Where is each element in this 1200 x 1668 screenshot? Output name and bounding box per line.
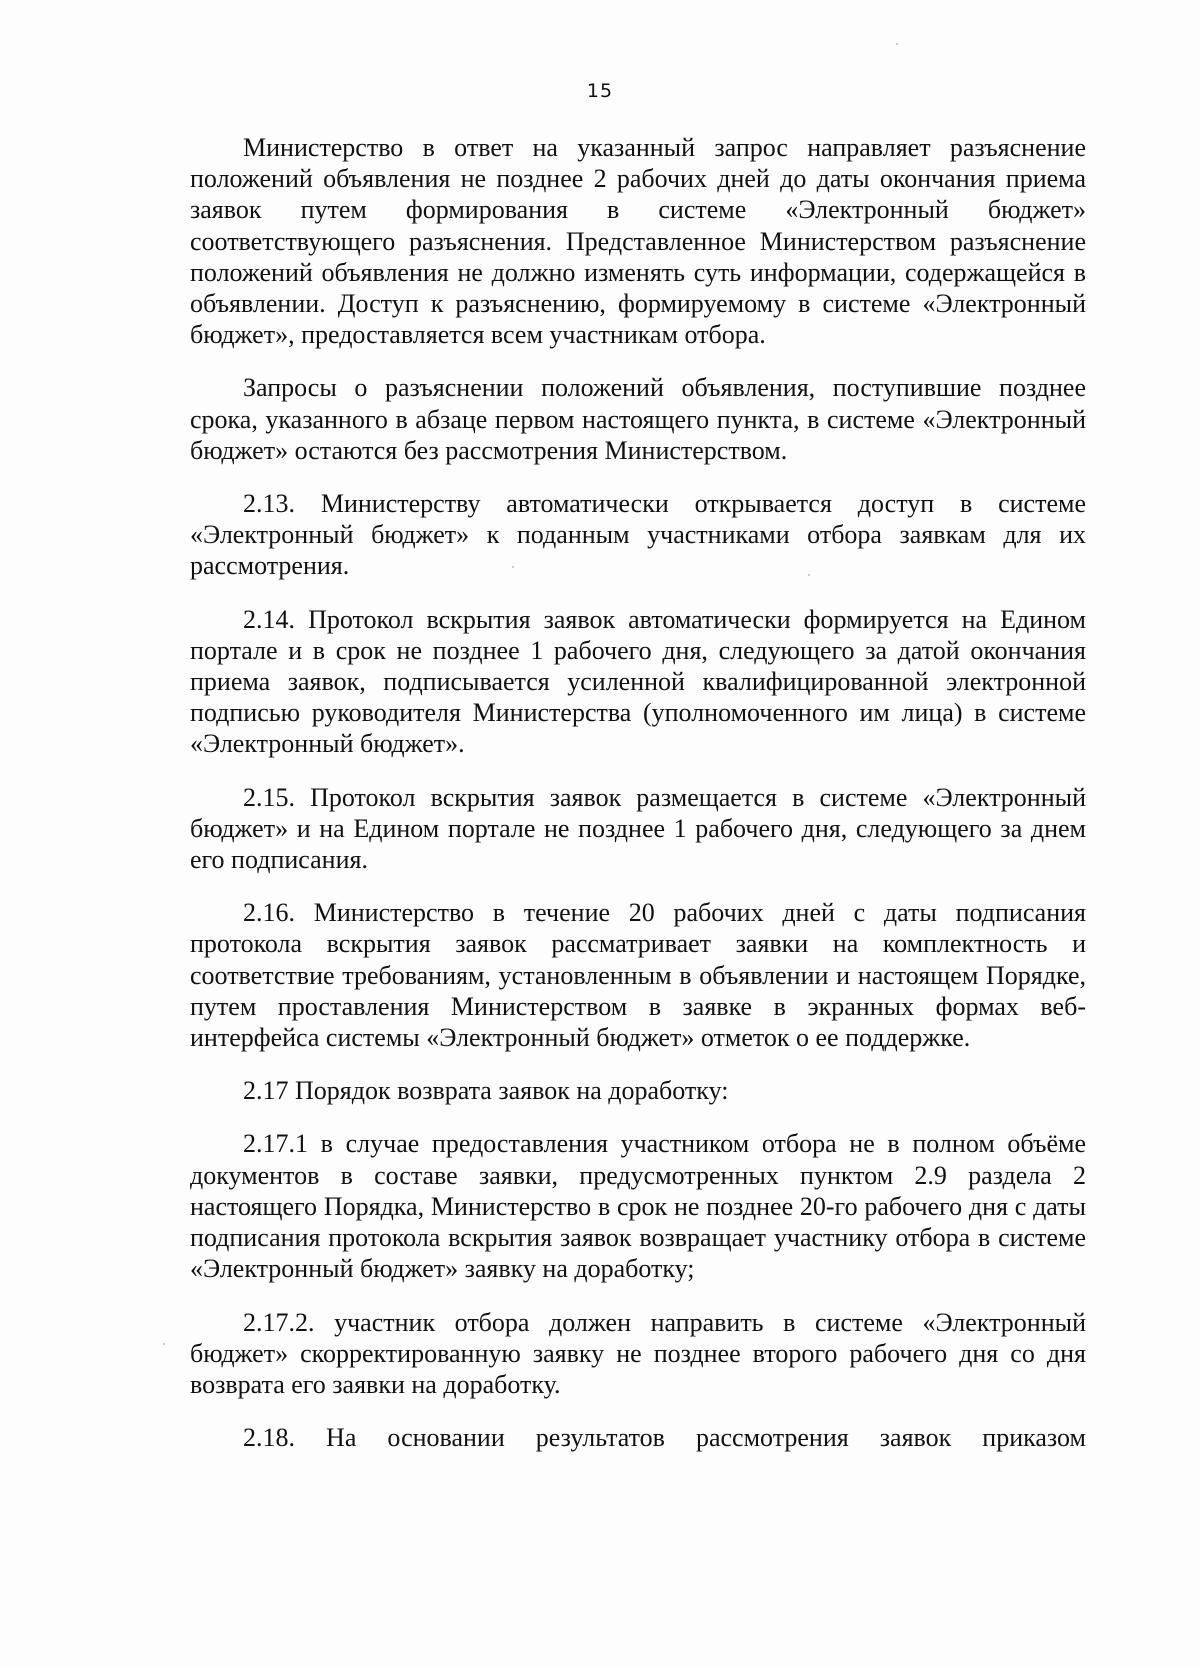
scan-speck <box>512 566 514 568</box>
paragraph-2-14: 2.14. Протокол вскрытия заявок автоматически формируется на Едином портале и в срок не позднее 1 рабочего дня, следующего за датой окончания приема заявок, подписывается усиленной квалифицированной электронной подписью руководителя Министерства (уполномоченного им лица) в системе «Электронный бюджет». <box>190 604 1086 759</box>
paragraph-2-18: 2.18. На основании результатов рассмотрения заявок приказом <box>243 1423 1086 1453</box>
paragraph-2-17-2: 2.17.2. участник отбора должен направить в системе «Электронный бюджет» скорректированную заявку не позднее второго рабочего дня со дня возврата его заявки на доработку. <box>190 1307 1086 1399</box>
scan-speck <box>163 1343 165 1345</box>
paragraph-2-17-1: 2.17.1 в случае предоставления участником отбора не в полном объёме документов в составе заявки, предусмотренных пунктом 2.9 раздела 2 настоящего Порядка, Министерство в срок не позднее 20-го рабочего дня с даты подписания протокола вскрытия заявок возвращает участнику отбора в системе «Электронный бюджет» заявку на доработку; <box>190 1129 1086 1284</box>
page-number: 15 <box>586 80 614 102</box>
paragraph-clarification: Министерство в ответ на указанный запрос направляет разъяснение положений объявления не позднее 2 рабочих дней до даты окончания приема заявок путем формирования в системе «Электронный бюджет» соответствующего разъяснения. Представленное Министерством разъяснение положений объявления не должно изменять суть информации, содержащейся в объявлении. Доступ к разъяснению, формируемому в системе «Электронный бюджет», предоставляется всем участникам отбора. <box>190 133 1086 350</box>
paragraph-2-13: 2.13. Министерству автоматически открывается доступ в системе «Электронный бюджет» к поданным участниками отбора заявкам для их рассмотрения. <box>190 489 1086 581</box>
document-body <box>190 132 1086 1475</box>
paragraph-late-requests: Запросы о разъяснении положений объявления, поступившие позднее срока, указанного в абзаце первом настоящего пункта, в системе «Электронный бюджет» остаются без рассмотрения Министерством. <box>190 373 1086 465</box>
paragraph-2-17: 2.17 Порядок возврата заявок на доработку: <box>243 1076 729 1106</box>
scan-speck <box>808 574 810 576</box>
paragraph-2-16: 2.16. Министерство в течение 20 рабочих дней с даты подписания протокола вскрытия заявок рассматривает заявки на комплектность и соответствие требованиям, установленным в объявлении и настоящем Порядке, путем проставления Министерством в заявке в экранных формах веб-интерфейса системы «Электронный бюджет» отметок о ее поддержке. <box>190 898 1086 1053</box>
paragraph-2-15: 2.15. Протокол вскрытия заявок размещается в системе «Электронный бюджет» и на Едином портале не позднее 1 рабочего дня, следующего за днем его подписания. <box>190 782 1086 875</box>
scan-speck <box>896 43 898 45</box>
